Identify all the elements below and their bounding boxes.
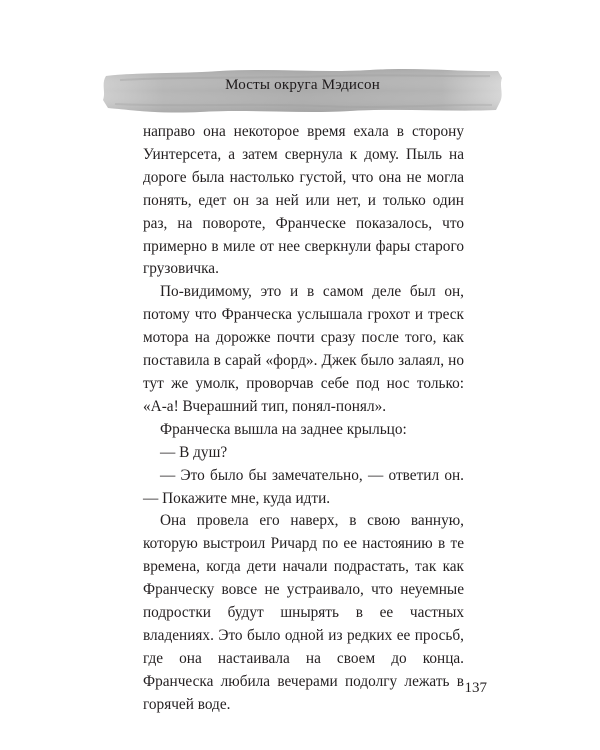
paragraph: — Это было бы замечательно, — ответил он. — Покажите мне, куда идти. [143, 466, 464, 507]
body-text [143, 121, 464, 717]
page-number: 137 [464, 680, 487, 696]
paragraph: По-видимому, это и в самом деле был он, потому что Франческа услышала грохот и треск мотора на дорожке почти сразу после того, как поставила в сарай «форд». Джек было залаял, но тут же умолк, проворчав себе под нос только: «А-а! Вчерашний тип, понял-понял». [143, 283, 464, 415]
paragraph: направо она некоторое время ехала в сторону Уинтерсета, а затем свернула к дому. Пыль на дороге была настолько густой, что она не могла понять, едет он за ней или нет, и только один раз, на повороте, Франческе показалось, что примерно в миле от нее сверкнули фары старого грузовичка. [143, 123, 464, 278]
running-header-band [100, 64, 505, 116]
running-header-title: Мосты округа Мэдисон [225, 77, 380, 93]
paragraph: Она провела его наверх, в свою ванную, которую выстроил Ричард по ее настоянию в те времена, когда дети начали подрастать, так как Франческу вовсе не устраивало, что неуемные подростки будут шнырять в ее частных владениях. Это было одной из редких ее просьб, где она настаивала на своем до конца. Франческа любила вечерами подолгу лежать в горячей воде. [143, 512, 464, 713]
paragraph: Франческа вышла на заднее крыльцо: [160, 420, 407, 438]
paragraph: — В душ? [160, 443, 228, 461]
